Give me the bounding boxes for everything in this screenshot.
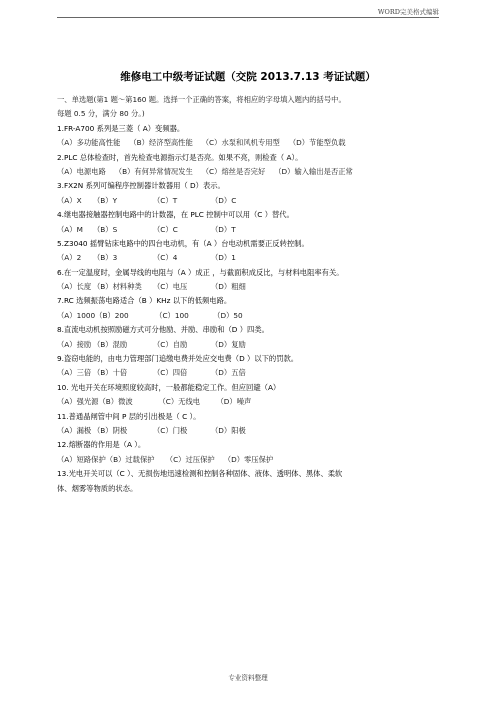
question-text: 7.RC 选频振荡电路适合（B ）KHz 以下的低频电路。 [57, 296, 232, 306]
option-d: （D）1 [211, 253, 236, 263]
option-d: （D）输入输出是否正常 [274, 166, 353, 176]
option-b: （B）Y [93, 195, 118, 205]
option-c: （C）4 [153, 253, 178, 263]
option-a: （A）X [57, 195, 82, 205]
intro-line: 每题 0.5 分，满分 80 分。) [57, 109, 145, 119]
option-d: （D）C [211, 195, 237, 205]
document-title: 维修电工中级考证试题（交院 2013.7.13 考证试题） [120, 71, 376, 83]
header-rule [57, 17, 439, 18]
option-c: （C）无线电 [158, 397, 201, 407]
option-d: （D）50 [213, 310, 243, 320]
option-b: （B）材料种类 [93, 282, 142, 292]
option-c: （C）100 [155, 310, 189, 320]
option-c: （C）四倍 [153, 368, 188, 378]
option-d: （D）五倍 [211, 368, 246, 378]
options-row [57, 280, 447, 294]
option-a: （A）接励 [57, 339, 92, 349]
page-header: WORD完美格式编辑 [377, 8, 439, 16]
option-d: （D）节能型负载 [288, 138, 346, 148]
option-b: （B）微波 [98, 397, 133, 407]
option-d: （D）粗细 [211, 282, 246, 292]
question-text: 6.在一定温度时，金属导线的电阻与（A ）成正 ，与截面积成反比，与材料电阻率有关。 [57, 267, 344, 277]
option-c: （C）门极 [153, 425, 188, 435]
question-text: 1.FR-A700 系列是三菱（ A）变频器。 [57, 123, 185, 133]
options-row [57, 453, 447, 467]
options-row [57, 338, 447, 352]
options-row [57, 165, 447, 179]
option-d: （D）复励 [211, 339, 246, 349]
option-b: （B）十倍 [93, 368, 128, 378]
option-c: （C）电压 [153, 282, 188, 292]
options-row [57, 136, 447, 150]
question-text: 4.继电器接触器控制电路中的计数器，在 PLC 控制中可以用（C ）替代。 [57, 210, 294, 220]
option-c: （C）T [153, 195, 178, 205]
question-text: 10. 光电开关在环境照度较高时，一般都能稳定工作。但应回避（A） [57, 382, 281, 392]
option-a: （A）长度 [57, 282, 92, 292]
option-c: （C）C [153, 224, 178, 234]
option-b: （B）3 [93, 253, 118, 263]
question-text: 11.普通晶闸管中间 P 层的引出极是（ C ）。 [57, 411, 201, 421]
option-b: （B）混励 [93, 339, 128, 349]
option-c: （C）过压保护 [165, 454, 215, 464]
options-row [57, 366, 447, 380]
option-a: （A）1000 [57, 310, 96, 320]
option-a: （A）漏极 [57, 425, 92, 435]
document-body [57, 93, 447, 496]
option-a: （A）强光源 [57, 397, 99, 407]
option-a: （A）M [57, 224, 83, 234]
option-a: （A）多功能高性能 [57, 138, 121, 148]
options-row [57, 395, 447, 409]
options-row [57, 424, 447, 438]
options-row [57, 251, 447, 265]
option-d: （D）阳极 [211, 425, 246, 435]
option-b: （B）S [93, 224, 118, 234]
question-text-continued: 体、烟雾等物质的状态。 [57, 483, 138, 493]
question-text: 9.盗窃电能的，由电力管理部门追缴电费并处应交电费（D ）以下的罚款。 [57, 354, 299, 364]
option-b: （B）经济型高性能 [129, 138, 193, 148]
question-text: 13.光电开关可以（C ）、无损伤地迅速检测和控制各种固体、液体、透明体、黑体、柔软 [57, 469, 343, 479]
option-d: （D）噪声 [216, 397, 252, 407]
question-text: 8.直流电动机按照励磁方式可分他励、并励、串励和（D ）四类。 [57, 325, 269, 335]
option-d: （D）零压保护 [223, 454, 274, 464]
question-text: 3.FX2N 系列可编程序控制器计数器用（ D）表示。 [57, 181, 225, 191]
option-d: （D）T [211, 224, 236, 234]
option-a: （A）短路保护 [57, 454, 106, 464]
question-text: 5.Z3040 摇臂钻床电路中的四台电动机，有（A ）台电动机需要正反转控制。 [57, 238, 309, 248]
question-text: 12.熔断器的作用是（A ）。 [57, 440, 146, 450]
option-b: （B）过载保护 [105, 454, 155, 464]
option-a: （A）电源电路 [57, 166, 106, 176]
option-b: （B）有何异常情况发生 [114, 166, 193, 176]
option-b: （B）200 [95, 310, 129, 320]
option-b: （B）阴极 [93, 425, 128, 435]
option-a: （A）三倍 [57, 368, 92, 378]
page-footer: 专业资料整理 [228, 674, 268, 682]
option-c: （C）水泵和风机专用型 [201, 138, 280, 148]
option-c: （C）熔丝是否完好 [201, 166, 266, 176]
options-row [57, 223, 447, 237]
options-row [57, 309, 447, 323]
question-list [57, 122, 447, 496]
option-c: （C）自励 [153, 339, 188, 349]
question-text: 2.PLC 总体检查时，首先检查电源指示灯是否亮。如果不亮，则检查（ A）。 [57, 152, 303, 162]
intro-line: 一、单选题(第1 题～第160 题。选择一个正确的答案，将相应的字母填入题内的括号中。 [57, 95, 346, 104]
options-row [57, 194, 447, 208]
option-a: （A）2 [57, 253, 82, 263]
